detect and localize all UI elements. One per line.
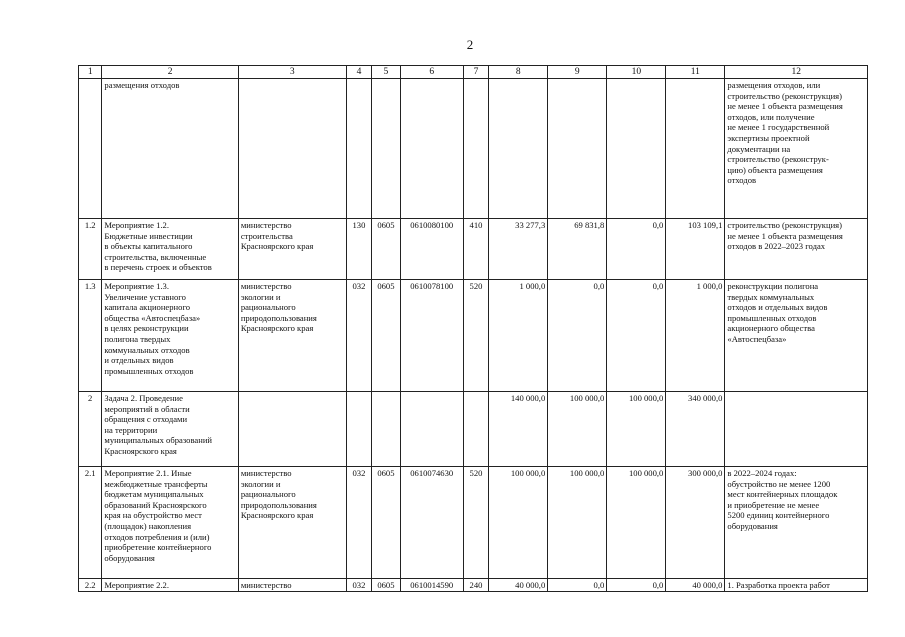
row-number (79, 79, 102, 219)
grbs-code (346, 392, 371, 467)
expected-result: 1. Разработка проекта работ (725, 579, 868, 592)
expected-result: в 2022–2024 годах: обустройство не менее 1200 мест контейнерных площадок и приобретение не менее 5200 единиц контейнерного оборудования (725, 467, 868, 579)
grbs-code (346, 79, 371, 219)
amount-col-8: 100 000,0 (489, 467, 548, 579)
amount-col-10 (607, 79, 666, 219)
column-number: 10 (607, 66, 666, 79)
target-item-code: 0610074630 (400, 467, 463, 579)
table-row (79, 79, 868, 219)
column-number: 12 (725, 66, 868, 79)
amount-col-9: 69 831,8 (548, 219, 607, 280)
column-number: 7 (463, 66, 488, 79)
grbs-code: 032 (346, 280, 371, 392)
responsible-executor: министерство (238, 579, 346, 592)
activity-name: Мероприятие 1.3. Увеличение уставного капитала акционерного общества «Автоспецбаза» в целях реконструкции полигона твердых коммунальных отходов и отдельных видов промышленных отходов (102, 280, 238, 392)
row-number: 2.1 (79, 467, 102, 579)
expense-type-code: 520 (463, 280, 488, 392)
column-number: 2 (102, 66, 238, 79)
amount-total: 1 000,0 (666, 280, 725, 392)
column-number: 4 (346, 66, 371, 79)
responsible-executor: министерство экологии и рационального природопользования Красноярского края (238, 467, 346, 579)
section-code (372, 392, 401, 467)
target-item-code (400, 392, 463, 467)
column-number: 5 (372, 66, 401, 79)
amount-col-8: 33 277,3 (489, 219, 548, 280)
program-activities-table (78, 65, 868, 592)
amount-col-10: 0,0 (607, 280, 666, 392)
expense-type-code: 410 (463, 219, 488, 280)
activity-name: Мероприятие 2.1. Иные межбюджетные трансферты бюджетам муниципальных образований Красноярского края на обустройство мест (площадок) накопления отходов потребления и (или) приобретение контейнерного оборудования (102, 467, 238, 579)
amount-total: 40 000,0 (666, 579, 725, 592)
table-row (79, 280, 868, 392)
column-number: 9 (548, 66, 607, 79)
table-row (79, 579, 868, 592)
row-number: 2.2 (79, 579, 102, 592)
row-number: 1.3 (79, 280, 102, 392)
expense-type-code (463, 79, 488, 219)
amount-col-8: 40 000,0 (489, 579, 548, 592)
grbs-code: 130 (346, 219, 371, 280)
amount-col-9: 0,0 (548, 280, 607, 392)
responsible-executor: министерство экологии и рационального природопользования Красноярского края (238, 280, 346, 392)
grbs-code: 032 (346, 579, 371, 592)
responsible-executor: министерство строительства Красноярского края (238, 219, 346, 280)
grbs-code: 032 (346, 467, 371, 579)
expense-type-code: 240 (463, 579, 488, 592)
expected-result: размещения отходов, или строительство (реконструкция) не менее 1 объекта размещения отходов, или получение не менее 1 государственной экспертизы проектной документации на строительство (реконструк- цию) объекта размещения отходов (725, 79, 868, 219)
amount-col-10: 0,0 (607, 219, 666, 280)
column-number-row (79, 66, 868, 79)
amount-col-8: 1 000,0 (489, 280, 548, 392)
amount-col-8 (489, 79, 548, 219)
amount-total: 340 000,0 (666, 392, 725, 467)
amount-col-9 (548, 79, 607, 219)
activity-name: Мероприятие 2.2. (102, 579, 238, 592)
table-row (79, 467, 868, 579)
table-row (79, 219, 868, 280)
column-number: 8 (489, 66, 548, 79)
amount-col-10: 0,0 (607, 579, 666, 592)
section-code: 0605 (372, 467, 401, 579)
amount-col-10: 100 000,0 (607, 392, 666, 467)
target-item-code: 0610078100 (400, 280, 463, 392)
column-number: 3 (238, 66, 346, 79)
amount-col-9: 100 000,0 (548, 392, 607, 467)
amount-total: 300 000,0 (666, 467, 725, 579)
amount-total (666, 79, 725, 219)
activity-name: Задача 2. Проведение мероприятий в области обращения с отходами на территории муниципальных образований Красноярского края (102, 392, 238, 467)
section-code (372, 79, 401, 219)
responsible-executor (238, 79, 346, 219)
amount-col-9: 0,0 (548, 579, 607, 592)
expense-type-code: 520 (463, 467, 488, 579)
target-item-code: 0610014590 (400, 579, 463, 592)
page-number: 2 (466, 37, 474, 52)
column-number: 11 (666, 66, 725, 79)
activity-name: Мероприятие 1.2. Бюджетные инвестиции в объекты капитального строительства, включенные в перечень строек и объектов (102, 219, 238, 280)
responsible-executor (238, 392, 346, 467)
row-number: 1.2 (79, 219, 102, 280)
amount-col-9: 100 000,0 (548, 467, 607, 579)
column-number: 1 (79, 66, 102, 79)
activity-name: размещения отходов (102, 79, 238, 219)
target-item-code (400, 79, 463, 219)
section-code: 0605 (372, 219, 401, 280)
expected-result: реконструкции полигона твердых коммунальных отходов и отдельных видов промышленных отходов акционерного общества «Автоспецбаза» (725, 280, 868, 392)
expected-result (725, 392, 868, 467)
amount-col-10: 100 000,0 (607, 467, 666, 579)
amount-col-8: 140 000,0 (489, 392, 548, 467)
task-row (79, 392, 868, 467)
target-item-code: 0610080100 (400, 219, 463, 280)
section-code: 0605 (372, 280, 401, 392)
column-number: 6 (400, 66, 463, 79)
section-code: 0605 (372, 579, 401, 592)
expected-result: строительство (реконструкция) не менее 1 объекта размещения отходов в 2022–2023 годах (725, 219, 868, 280)
expense-type-code (463, 392, 488, 467)
amount-total: 103 109,1 (666, 219, 725, 280)
row-number: 2 (79, 392, 102, 467)
